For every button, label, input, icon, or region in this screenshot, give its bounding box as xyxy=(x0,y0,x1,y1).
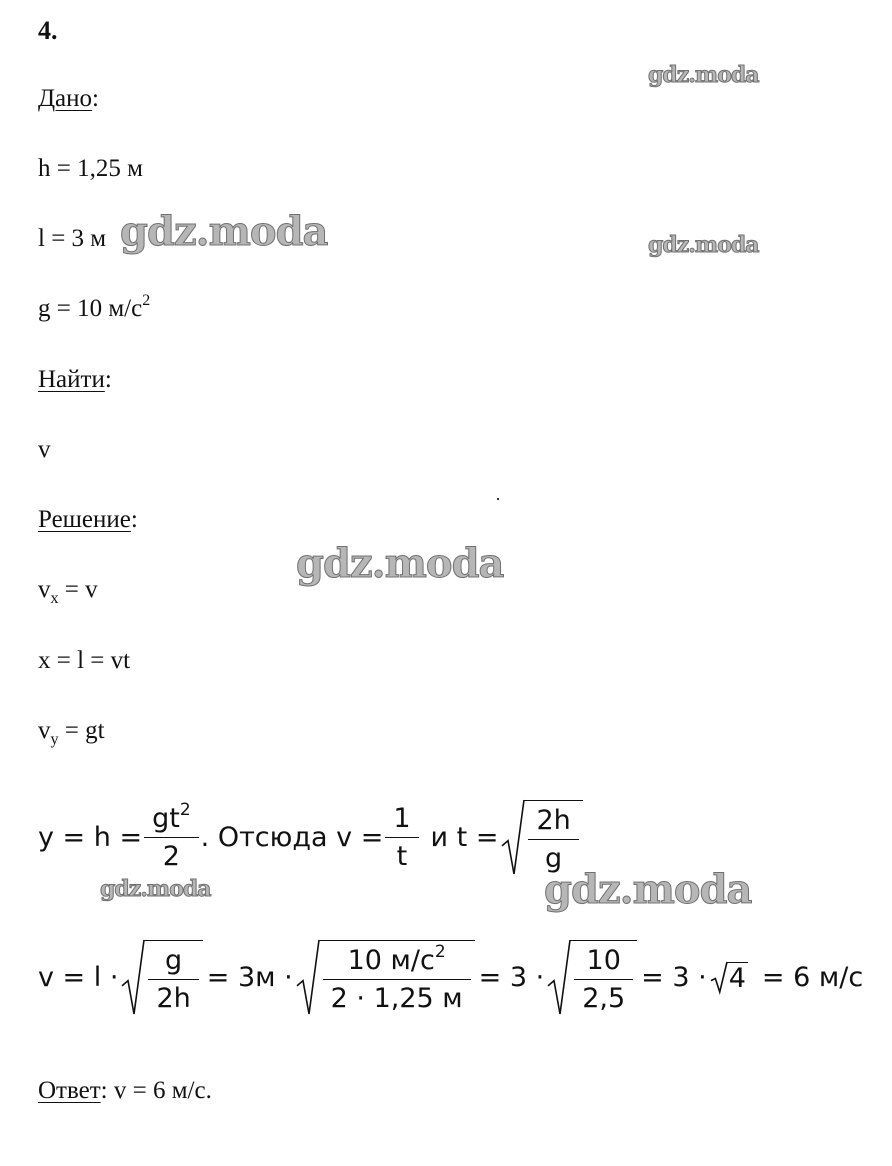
find-value: v xyxy=(38,436,51,463)
given-l: l = 3 м xyxy=(38,225,107,252)
eq2-s1-denominator: 2h xyxy=(148,979,198,1014)
eq2-s2-num-power: 2 xyxy=(434,942,446,962)
answer-heading: Ответ xyxy=(38,1077,101,1104)
eq2-sqrt-2 xyxy=(297,940,475,1014)
vx-sub: x xyxy=(50,590,59,607)
watermark: gdz.moda xyxy=(100,876,211,902)
sqrt-sign-icon xyxy=(548,940,570,1014)
eq2-prefix: v = l · xyxy=(38,961,119,993)
watermark: gdz.moda xyxy=(544,866,752,913)
eq2-sqrt-3 xyxy=(548,940,637,1014)
eq2-s2-numerator xyxy=(344,942,450,979)
find-heading-colon: : xyxy=(104,366,112,393)
given-g-power: 2 xyxy=(142,292,151,309)
answer-text: : v = 6 м/с. xyxy=(100,1077,212,1104)
eq2-s3-numerator: 10 xyxy=(586,945,621,976)
equation-trajectory xyxy=(38,800,587,874)
eq1-frac2-denominator: t xyxy=(385,837,418,872)
eq2-eq-a: = 3м · xyxy=(206,961,293,993)
answer-line xyxy=(38,1078,212,1103)
eq1-frac1-numerator xyxy=(148,799,195,837)
solution-heading-colon: : xyxy=(130,506,138,533)
eq1-sqrt-denominator: g xyxy=(528,839,578,874)
task-number: 4. xyxy=(38,16,58,45)
eq2-s2-denominator: 2 · 1,25 м xyxy=(323,979,471,1014)
eq1-frac2-numerator: 1 xyxy=(393,802,411,834)
eq2-sqrt-1 xyxy=(122,940,202,1014)
eq1-sqrt-numerator: 2h xyxy=(536,805,571,836)
eq2-s4-value: 4 xyxy=(728,963,746,994)
eq2-s2-num-text: 10 м/с xyxy=(347,945,435,976)
eq2-s1-numerator: g xyxy=(165,945,183,976)
eq1-frac1-denominator: 2 xyxy=(144,837,199,872)
eq1-mid2: и t = xyxy=(430,821,499,853)
solution-heading-label: Решение xyxy=(38,506,131,533)
vy-rest: = gt xyxy=(58,717,105,744)
vy-base: v xyxy=(38,717,51,744)
watermark: gdz.moda xyxy=(120,208,328,255)
eq2-s3-fraction xyxy=(578,945,629,1014)
eq2-eq-c: = 3 · xyxy=(641,961,707,993)
given-heading-label: Дано xyxy=(38,85,93,112)
eq1-sqrt xyxy=(502,800,582,874)
eq1-fraction-gt2 xyxy=(148,799,195,872)
eq1-fraction-1-t xyxy=(389,803,414,872)
given-h: h = 1,25 м xyxy=(38,155,143,182)
sqrt-sign-icon xyxy=(711,962,727,992)
eq2-s1-fraction xyxy=(152,945,194,1014)
eq1-frac1-num-text: gt xyxy=(152,802,180,834)
eq2-s3-denominator: 2,5 xyxy=(574,979,633,1014)
vx-rest: = v xyxy=(58,576,98,603)
sqrt-sign-icon xyxy=(122,940,144,1014)
eq2-sqrt-4 xyxy=(711,962,748,992)
sqrt-sign-icon xyxy=(297,940,319,1014)
stray-dot xyxy=(497,498,499,500)
sqrt-sign-icon xyxy=(502,800,524,874)
watermark: gdz.moda xyxy=(648,62,759,88)
eq-vy xyxy=(38,717,105,748)
eq2-result: = 6 м/с xyxy=(761,961,864,993)
find-heading xyxy=(38,367,112,392)
eq2-s2-fraction xyxy=(327,942,467,1014)
given-heading-colon: : xyxy=(92,85,99,112)
given-g-text: g = 10 м/с xyxy=(38,295,143,322)
eq-vx xyxy=(38,576,98,607)
eq1-prefix: y = h = xyxy=(38,821,143,853)
vx-base: v xyxy=(38,576,51,603)
given-g xyxy=(38,292,151,322)
eq-x: x = l = vt xyxy=(38,647,131,674)
watermark: gdz.moda xyxy=(296,540,504,587)
eq1-sqrt-fraction xyxy=(532,805,574,874)
equation-velocity xyxy=(38,940,863,1014)
given-heading xyxy=(38,86,99,111)
eq1-frac1-num-power: 2 xyxy=(179,799,191,820)
watermark: gdz.moda xyxy=(648,232,759,258)
solution-heading xyxy=(38,507,138,532)
vy-sub: y xyxy=(50,731,59,748)
find-heading-label: Найти xyxy=(38,366,105,393)
eq1-mid: . Отсюда v = xyxy=(200,821,384,853)
eq2-eq-b: = 3 · xyxy=(478,961,545,993)
